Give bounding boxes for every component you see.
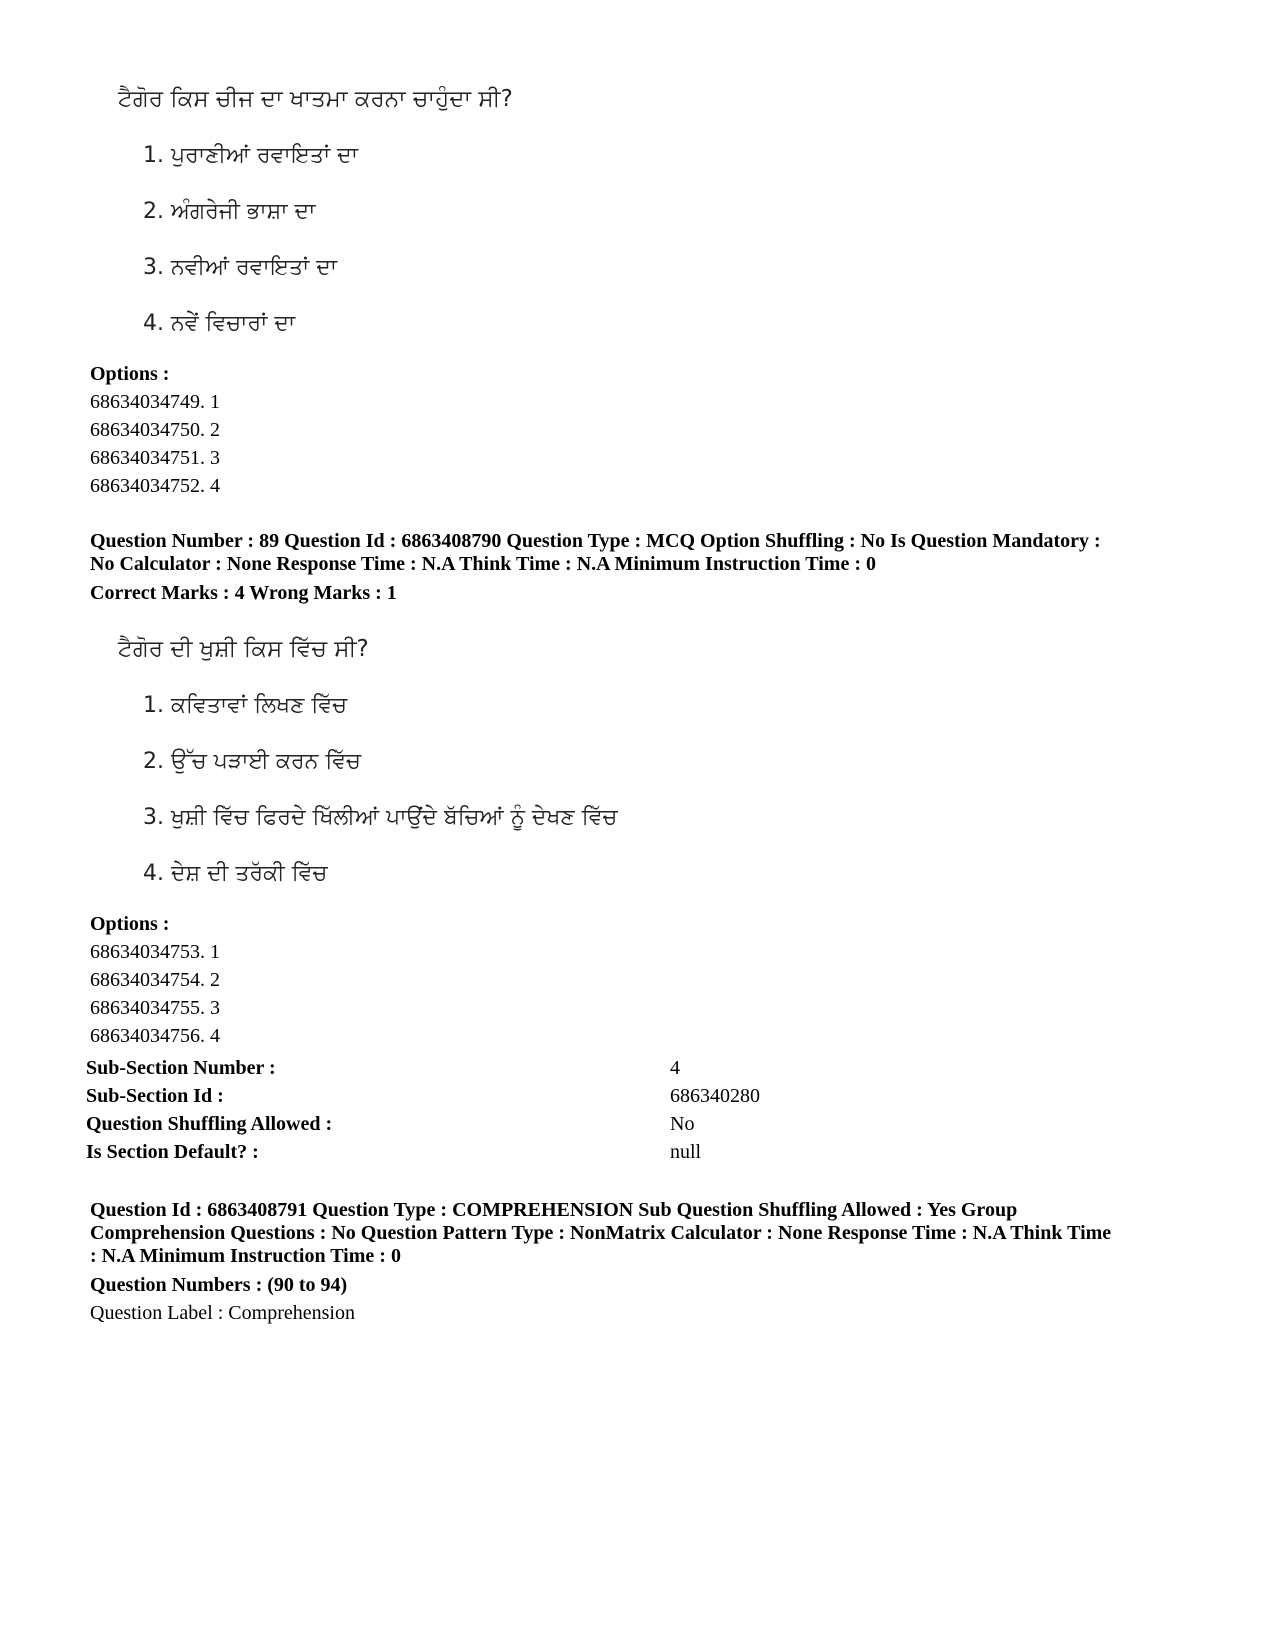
question-88-choice-3: 3. ਨਵੀਆਂ ਰਵਾਇਤਾਂ ਦਾ [143, 255, 338, 280]
option-id: 68634034756. 4 [90, 1025, 220, 1047]
question-numbers: Question Numbers : (90 to 94) [90, 1274, 348, 1296]
subsection-id-label: Sub-Section Id : [86, 1085, 224, 1107]
section-default-label: Is Section Default? : [86, 1141, 259, 1163]
question-89-text: ਟੈਗੋਰ ਦੀ ਖੁਸ਼ੀ ਕਿਸ ਵਿੱਚ ਸੀ? [118, 636, 369, 662]
option-id: 68634034754. 2 [90, 969, 220, 991]
option-id: 68634034749. 1 [90, 391, 220, 413]
section-default-value: null [670, 1141, 702, 1163]
question-89-choice-4: 4. ਦੇਸ਼ ਦੀ ਤਰੱਕੀ ਵਿੱਚ [143, 861, 328, 886]
comprehension-meta [90, 1199, 1170, 1268]
subsection-number-value: 4 [670, 1057, 680, 1079]
comprehension-meta-line-2: Comprehension Questions : No Question Pattern Type : NonMatrix Calculator : None Response Time : N.A Think Time [90, 1222, 1112, 1244]
question-88-choice-4: 4. ਨਵੇਂ ਵਿਚਾਰਾਂ ਦਾ [143, 311, 296, 336]
question-89-meta-line-2: No Calculator : None Response Time : N.A Think Time : N.A Minimum Instruction Time : 0 [90, 553, 876, 575]
question-89-marks: Correct Marks : 4 Wrong Marks : 1 [90, 582, 397, 604]
option-id: 68634034753. 1 [90, 941, 220, 963]
question-88-text: ਟੈਗੋਰ ਕਿਸ ਚੀਜ ਦਾ ਖਾਤਮਾ ਕਰਨਾ ਚਾਹੁੰਦਾ ਸੀ? [118, 86, 513, 112]
question-label: Question Label : Comprehension [90, 1302, 355, 1324]
option-id: 68634034752. 4 [90, 475, 220, 497]
comprehension-meta-line-3: : N.A Minimum Instruction Time : 0 [90, 1245, 401, 1267]
subsection-id-value: 686340280 [670, 1085, 760, 1107]
option-id: 68634034751. 3 [90, 447, 220, 469]
question-88-choice-2: 2. ਅੰਗਰੇਜੀ ਭਾਸ਼ਾ ਦਾ [143, 199, 316, 224]
question-89-meta [90, 530, 1170, 576]
options-label: Options : [90, 913, 170, 935]
options-label: Options : [90, 363, 170, 385]
comprehension-meta-line-1: Question Id : 6863408791 Question Type : COMPREHENSION Sub Question Shuffling Allowed : Yes Group [90, 1199, 1018, 1221]
question-88-choice-1: 1. ਪੁਰਾਣੀਆਂ ਰਵਾਇਤਾਂ ਦਾ [143, 143, 359, 168]
question-shuffling-value: No [670, 1113, 695, 1135]
question-89-choice-1: 1. ਕਵਿਤਾਵਾਂ ਲਿਖਣ ਵਿੱਚ [143, 693, 348, 718]
question-89-choice-3: 3. ਖੁਸ਼ੀ ਵਿੱਚ ਫਿਰਦੇ ਖਿੱਲੀਆਂ ਪਾਉਂਦੇ ਬੱਚਿਆਂ ਨੂੰ ਦੇਖਣ ਵਿੱਚ [143, 805, 618, 830]
option-id: 68634034750. 2 [90, 419, 220, 441]
question-89-choice-2: 2. ਉੱਚ ਪੜਾਈ ਕਰਨ ਵਿੱਚ [143, 749, 362, 774]
question-89-meta-line-1: Question Number : 89 Question Id : 6863408790 Question Type : MCQ Option Shuffling : No Is Question Mandatory : [90, 530, 1101, 552]
question-shuffling-label: Question Shuffling Allowed : [86, 1113, 333, 1135]
option-id: 68634034755. 3 [90, 997, 220, 1019]
subsection-number-label: Sub-Section Number : [86, 1057, 276, 1079]
